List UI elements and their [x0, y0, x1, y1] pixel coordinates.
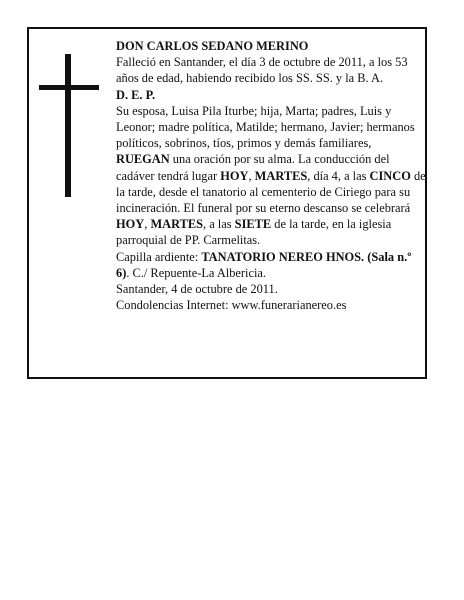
hoy-word: HOY — [220, 168, 249, 183]
family-list: Su esposa, Luisa Pila Iturbe; hija, Marta; padres, Luis y Leonor; madre política, Matilde; hermano, Javier; hermanos políticos, sobrinos, tíos, primos y demás familiares, — [116, 103, 415, 151]
request-text-5: de la tarde, en la iglesia parroquial de PP. Carmelitas. — [116, 217, 392, 248]
condolences-line: Condolencias Internet: www.funerarianereo.es — [116, 298, 347, 313]
hoy-word-2: HOY — [116, 217, 145, 232]
cross-horizontal-bar — [39, 85, 99, 90]
siete-word: SIETE — [234, 217, 272, 232]
request-text-1: una oración por su alma. La conducción del cadáver tendrá lugar — [116, 152, 390, 183]
funeral-request — [116, 151, 426, 248]
place-date: Santander, 4 de octubre de 2011. — [116, 282, 278, 297]
request-text-4: , a las — [203, 217, 235, 232]
cross-icon — [39, 54, 99, 199]
chapel-place: TANATORIO NEREO HNOS. (Sala n.º 6) — [116, 249, 412, 280]
request-comma-1: , — [248, 168, 255, 183]
martes-word: MARTES — [254, 168, 308, 183]
obituary-notice — [27, 27, 427, 379]
request-text-2: , día 4, a las — [307, 168, 370, 183]
chapel-label: Capilla ardiente: — [116, 249, 202, 264]
cross-vertical-bar — [65, 54, 71, 197]
chapel-info — [116, 249, 426, 281]
dep-line: D. E. P. — [116, 87, 156, 102]
notice-text — [116, 38, 426, 313]
martes-word-2: MARTES — [150, 217, 204, 232]
deceased-name: DON CARLOS SEDANO MERINO — [116, 39, 309, 53]
request-text-3: de la tarde, desde el tanatorio al cementerio de Ciriego para su incineración. El funeral por su eterno descanso se celebrará — [116, 168, 426, 216]
death-info: Falleció en Santander, el día 3 de octubre de 2011, a los 53 años de edad, habiendo recibido los SS. SS. y la B. A. — [116, 55, 408, 86]
cinco-word: CINCO — [369, 168, 411, 183]
request-comma-2: , — [144, 217, 151, 232]
chapel-address: . C./ Repuente-La Albericia. — [126, 265, 267, 280]
ruegan-word: RUEGAN — [116, 152, 170, 167]
